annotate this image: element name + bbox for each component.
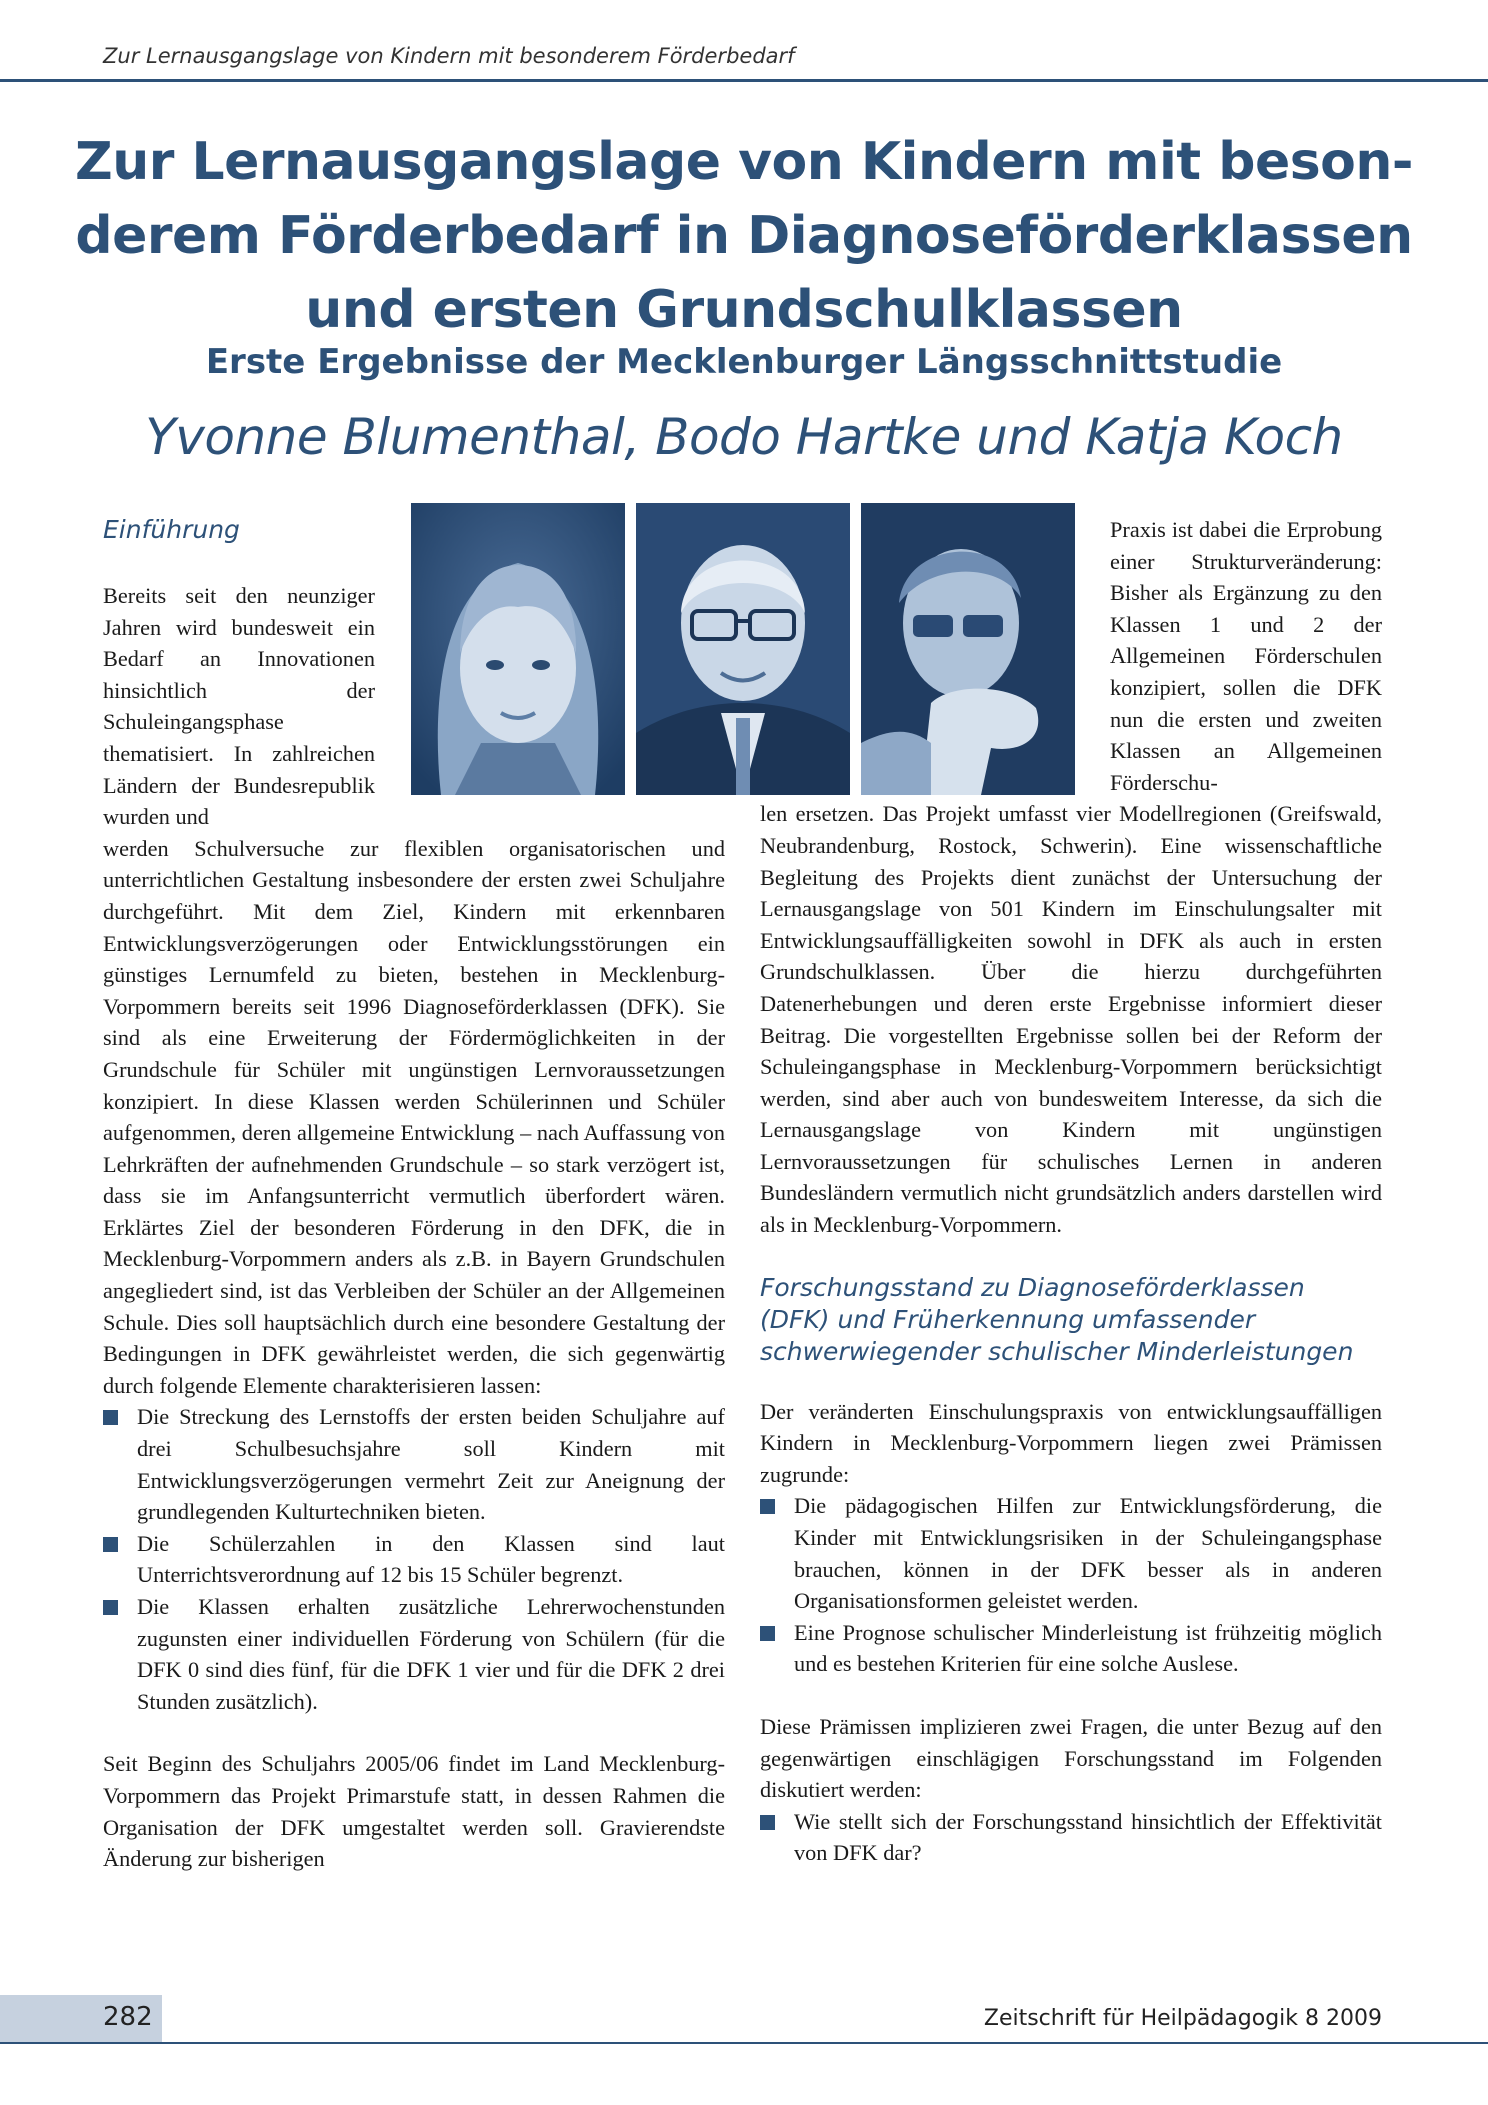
intro-paragraph-start: Bereits seit den neunziger Jahren wird bundesweit ein Bedarf an Innovationen hinsichtlich der Schuleingangsphase thematisiert. In zahlreichen Ländern der Bundesrepublik wurden und <box>103 583 375 830</box>
journal-citation: Zeitschrift für Heilpädagogik 8 2009 <box>983 2006 1382 2031</box>
questions-list <box>760 1806 1382 1869</box>
list-item: Die Schülerzahlen in den Klassen sind laut Unterrichtsverordnung auf 12 bis 15 Schüler begrenzt. <box>103 1528 725 1591</box>
closing-paragraph: Seit Beginn des Schuljahrs 2005/06 findet im Land Mecklenburg-Vorpommern das Projekt Primarstufe statt, in dessen Rahmen die Organisation der DFK umgestaltet werden soll. Gravierendste Änderung zur bisherigen <box>103 1751 725 1872</box>
right-column <box>760 514 1382 1869</box>
premises-paragraph: Der veränderten Einschulungspraxis von entwicklungsauffälligen Kindern in Mecklenburg-Vorpommern liegen zwei Prämissen zugrunde: <box>760 1398 1382 1487</box>
section-heading-introduction: Einführung <box>103 515 240 544</box>
page-number: 282 <box>103 2002 153 2032</box>
title-line: derem Förderbedarf in Diagnoseförderklassen <box>75 206 1413 266</box>
list-item: Die Klassen erhalten zusätzliche Lehrerwochenstunden zugunsten einer individuellen Förderung von Schülern (für die DFK 0 sind dies fünf, für die DFK 1 vier und für die DFK 2 drei Stunden zusätzlich). <box>103 1591 725 1717</box>
left-column <box>103 514 725 1875</box>
title-line: Zur Lernausgangslage von Kindern mit beson- <box>75 132 1413 192</box>
title-line: und ersten Grundschulklassen <box>305 280 1183 340</box>
questions-paragraph: Diese Prämissen implizieren zwei Fragen, die unter Bezug auf den gegenwärtigen einschlägigen Forschungsstand im Folgenden diskutiert werden: <box>760 1714 1382 1803</box>
list-item: Die pädagogischen Hilfen zur Entwicklungsförderung, die Kinder mit Entwicklungsrisiken in der Schuleingangsphase brauchen, können in der DFK besser als in anderen Organisationsformen geleistet werden. <box>760 1490 1382 1616</box>
article-title <box>60 125 1428 347</box>
list-item: Die Streckung des Lernstoffs der ersten beiden Schuljahre auf drei Schulbesuchsjahre soll Kindern mit Entwicklungsverzögerungen vermehrt Zeit zur Aneignung der grundlegenden Kulturtechniken bieten. <box>103 1401 725 1527</box>
dfk-elements-list <box>103 1401 725 1717</box>
project-paragraph-start: Praxis ist dabei die Erprobung einer Strukturveränderung: Bisher als Ergänzung zu den Klassen 1 und 2 der Allgemeinen Förderschulen konzipiert, sollen die DFK nun die ersten und zweiten Klassen an Allgemeinen Förderschu- <box>1110 517 1382 795</box>
project-paragraph-continued: len ersetzen. Das Projekt umfasst vier Modellregionen (Greifswald, Neubrandenburg, Rostock, Schwerin). Eine wissenschaftliche Begleitung des Projekts dient zunächst der Untersuchung der Lernausgangslage von 501 Kindern im Einschulungsalter mit Entwicklungsauffälligkeiten sowohl in DFK als auch in ersten Grundschulklassen. Über die hierzu durchgeführten Datenerhebungen und deren erste Ergebnisse informiert dieser Beitrag. Die vorgestellten Ergebnisse sollen bei der Reform der Schuleingangsphase in Mecklenburg-Vorpommern berücksichtigt werden, sind aber auch von bundesweitem Interesse, da sich die Lernausgangslage von Kindern mit ungünstigen Lernvoraussetzungen für schulisches Lernen in anderen Bundesländern vermutlich nicht grundsätzlich anders darstellen wird als in Mecklenburg-Vorpommern. <box>760 801 1382 1238</box>
intro-paragraph-continued: werden Schulversuche zur flexiblen organisatorischen und unterrichtlichen Gestaltung insbesondere der ersten zwei Schuljahre durchgeführt. Mit dem Ziel, Kindern mit erkennbaren Entwicklungsverzögerungen oder Entwicklungsstörungen ein günstiges Lernumfeld zu bieten, bestehen in Mecklenburg-Vorpommern bereits seit 1996 Diagnoseförderklassen (DFK). Sie sind als eine Erweiterung der Fördermöglichkeiten in der Grundschule für Schüler mit ungünstigen Lernvoraussetzungen konzipiert. In diese Klassen werden Schülerinnen und Schüler aufgenommen, deren allgemeine Entwicklung – nach Auffassung von Lehrkräften der aufnehmenden Grundschule – so stark verzögert ist, dass sie im Anfangsunterricht vermutlich überfordert wären. Erklärtes Ziel der besonderen Förderung in den DFK, die in Mecklenburg-Vorpommern anders als z.B. in Bayern Grundschulen angegliedert sind, ist das Verbleiben der Schüler an der Allgemeinen Schule. Dies soll hauptsächlich durch eine besondere Gestaltung der Bedingungen in DFK gewährleistet werden, die sich gegenwärtig durch folgende Elemente charakterisieren lassen: <box>103 835 725 1398</box>
list-item: Wie stellt sich der Forschungsstand hinsichtlich der Effektivität von DFK dar? <box>760 1806 1382 1869</box>
article-authors: Yvonne Blumenthal, Bodo Hartke und Katja Koch <box>145 408 1343 466</box>
section-heading-research: Forschungsstand zu Diagnoseförderklassen (DFK) und Früherkennung umfassender schwerwiegender schulischer Minderleistungen <box>760 1272 1354 1366</box>
list-item: Eine Prognose schulischer Minderleistung ist frühzeitig möglich und es bestehen Kriterien für eine solche Auslese. <box>760 1617 1382 1680</box>
header-rule <box>0 79 1488 82</box>
footer-rule <box>0 2042 1488 2044</box>
running-title: Zur Lernausgangslage von Kindern mit besonderem Förderbedarf <box>103 44 795 68</box>
article-subtitle: Erste Ergebnisse der Mecklenburger Längsschnittstudie <box>205 342 1283 382</box>
premises-list <box>760 1490 1382 1680</box>
